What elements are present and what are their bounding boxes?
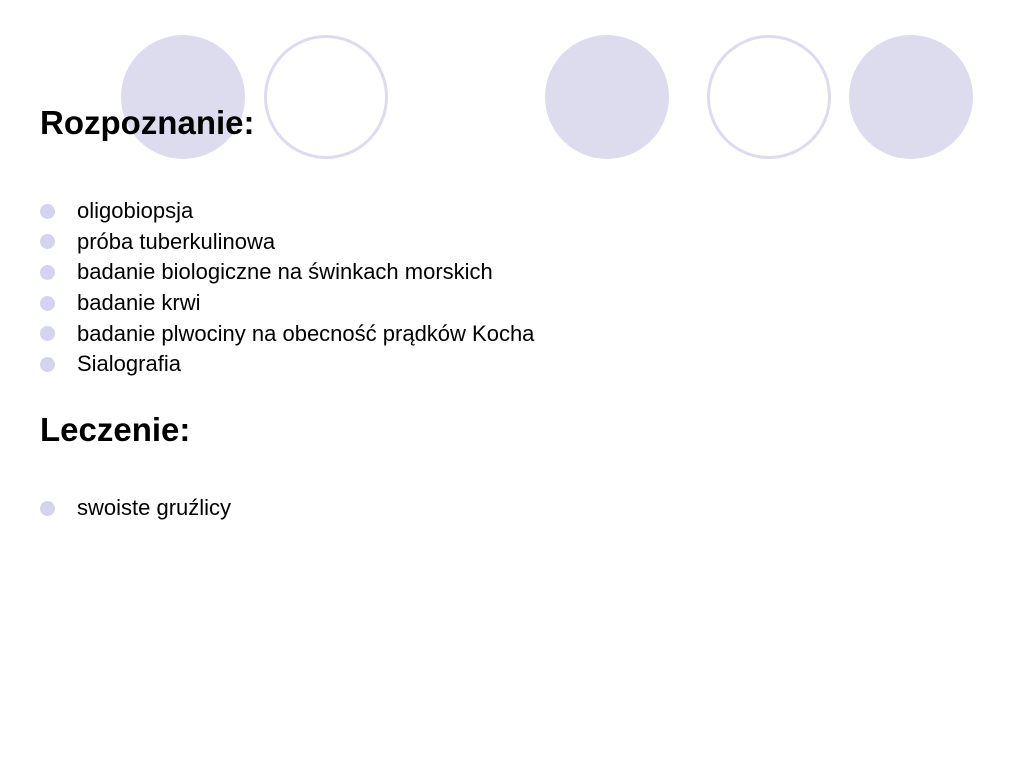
- diagnosis-list: [40, 196, 534, 380]
- list-item-text: Sialografia: [77, 351, 181, 377]
- list-item: [40, 493, 231, 524]
- list-item-text: badanie plwociny na obecność prądków Kocha: [77, 320, 535, 346]
- list-item-text: badanie biologiczne na świnkach morskich: [77, 259, 493, 285]
- list-item-text: próba tuberkulinowa: [77, 228, 276, 254]
- bullet-dot-icon: [40, 501, 55, 516]
- list-item: [40, 349, 534, 380]
- list-item: [40, 318, 534, 349]
- bullet-dot-icon: [40, 296, 55, 311]
- bullet-dot-icon: [40, 357, 55, 372]
- decorative-circle-filled: [849, 35, 973, 159]
- bullet-dot-icon: [40, 326, 55, 341]
- section-heading-treatment: Leczenie:: [40, 411, 191, 448]
- bullet-dot-icon: [40, 234, 55, 249]
- section-heading-diagnosis: Rozpoznanie:: [40, 104, 255, 141]
- decorative-circle-filled: [545, 35, 669, 159]
- decorative-circle-ring: [264, 35, 388, 159]
- decorative-circle-ring: [707, 35, 831, 159]
- list-item: [40, 227, 534, 258]
- list-item-text: swoiste gruźlicy: [77, 495, 232, 521]
- bullet-dot-icon: [40, 204, 55, 219]
- list-item: [40, 196, 534, 227]
- list-item: [40, 257, 534, 288]
- bullet-dot-icon: [40, 265, 55, 280]
- list-item: [40, 288, 534, 319]
- list-item-text: badanie krwi: [77, 290, 201, 316]
- list-item-text: oligobiopsja: [77, 198, 194, 224]
- treatment-list: [40, 493, 231, 524]
